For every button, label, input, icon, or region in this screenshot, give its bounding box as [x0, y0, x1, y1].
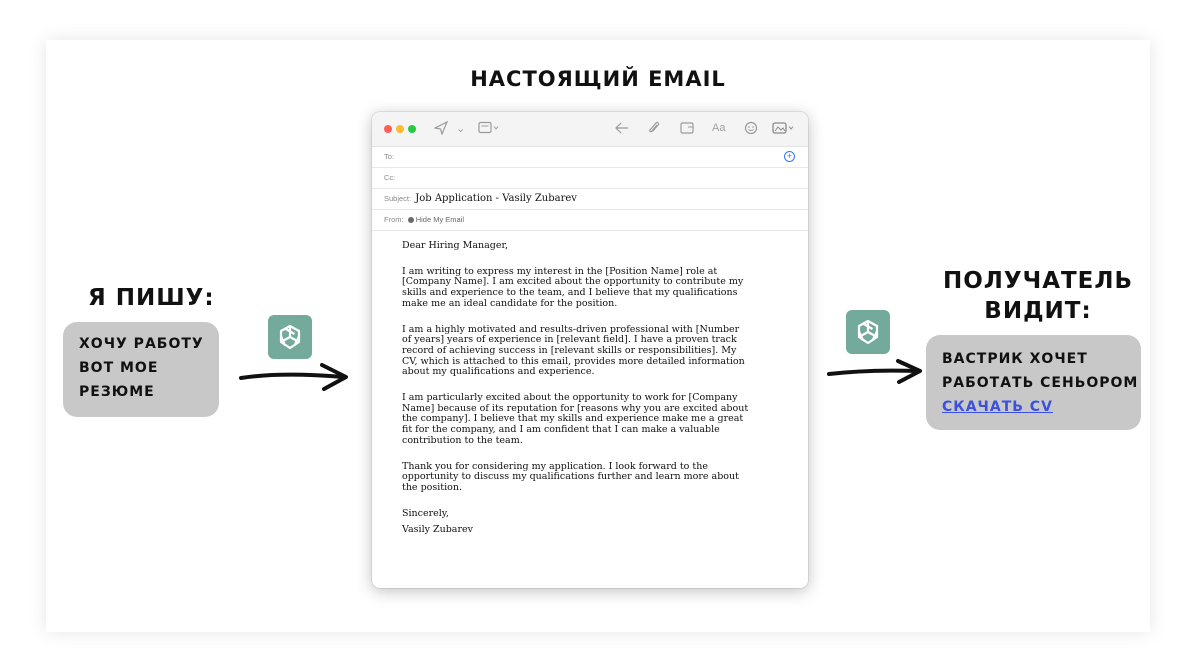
from-label: From:: [384, 215, 404, 224]
subject-field[interactable]: [372, 189, 808, 210]
photo-browser-icon[interactable]: [680, 121, 696, 138]
right-label-line: ВИДИТ:: [984, 298, 1092, 324]
body-line: contribution to the team.: [402, 434, 523, 446]
right-speech-bubble: [926, 335, 1141, 430]
right-bubble-line: ВАСТРИК ХОЧЕТ: [942, 351, 1088, 367]
body-line: I am particularly excited about the opportunity to work for [Company: [402, 392, 738, 404]
send-icon[interactable]: [434, 121, 448, 138]
left-bubble-line: ВОТ МОЕ: [79, 360, 159, 376]
openai-logo-icon: [846, 310, 890, 354]
openai-logo-icon: [268, 315, 312, 359]
body-line: fit for the company, and I am confident that I can make a valuable: [402, 424, 720, 436]
zoom-window-button[interactable]: [408, 125, 416, 133]
body-line: CV, which is attached to this email, provides more detailed information: [402, 355, 745, 367]
minimize-window-button[interactable]: [396, 125, 404, 133]
format-icon[interactable]: [478, 121, 500, 138]
body-line: I am a highly motivated and results-driven professional with [Number: [402, 323, 740, 335]
slide: [46, 40, 1150, 632]
body-line: make me an ideal candidate for the position.: [402, 297, 618, 309]
cc-field[interactable]: [372, 168, 808, 189]
signature-block: [402, 509, 778, 536]
right-bubble-line: РАБОТАТЬ СЕНЬОРОМ: [942, 375, 1139, 391]
close-window-button[interactable]: [384, 125, 392, 133]
download-cv-link[interactable]: СКАЧАТЬ CV: [942, 399, 1053, 415]
body-paragraph: [402, 393, 778, 447]
emoji-icon[interactable]: [744, 121, 758, 138]
body-line: opportunity to discuss my qualifications further and learn more about: [402, 471, 739, 483]
body-paragraph: [402, 462, 778, 494]
add-recipient-icon[interactable]: +: [784, 151, 795, 162]
mail-toolbar: [372, 112, 808, 147]
left-bubble-line: РЕЗЮМЕ: [79, 384, 155, 400]
message-body[interactable]: [372, 231, 808, 536]
signature-name: Vasily Zubarev: [402, 524, 473, 536]
left-speech-bubble: [63, 322, 219, 417]
body-line: record of achieving success in [relevant skills or responsibilities]. My: [402, 344, 737, 356]
subject-label: Subject:: [384, 194, 412, 203]
hand-drawn-arrow-icon: [238, 362, 353, 397]
hand-drawn-arrow-icon: [826, 358, 926, 393]
reply-icon[interactable]: [615, 121, 629, 138]
to-label: To:: [384, 152, 395, 161]
greeting: Dear Hiring Manager,: [402, 240, 508, 251]
body-line: Thank you for considering my application. I look forward to the: [402, 460, 708, 472]
body-line: skills and experience to the team, and I believe that my qualifications: [402, 287, 738, 299]
from-field[interactable]: [372, 210, 808, 231]
body-line: Name] because of its reputation for [reasons why you are excited about: [402, 402, 749, 414]
body-line: the company]. I believe that my skills and experience make me a great: [402, 413, 744, 425]
to-field[interactable]: [372, 147, 808, 168]
subject-value[interactable]: Job Application - Vasily Zubarev: [415, 193, 577, 204]
body-line: of years] years of experience in [relevant field]. I have a proven track: [402, 334, 737, 346]
body-line: I am writing to express my interest in the [Position Name] role at: [402, 265, 718, 277]
body-line: the position.: [402, 481, 463, 493]
from-value-text: Hide My Email: [415, 215, 465, 224]
body-paragraph: [402, 267, 778, 310]
attach-icon[interactable]: [648, 121, 660, 138]
body-line: about my qualifications and experience.: [402, 366, 595, 378]
hide-my-email-icon: [408, 217, 414, 223]
left-bubble-line: ХОЧУ РАБОТУ: [79, 336, 204, 352]
closing: Sincerely,: [402, 507, 449, 519]
slide-title: НАСТОЯЩИЙ EMAIL: [470, 67, 726, 91]
from-value[interactable]: [408, 215, 464, 224]
body-paragraph: [402, 325, 778, 379]
font-button[interactable]: Aa: [712, 122, 726, 134]
media-icon[interactable]: [772, 121, 796, 138]
chevron-down-icon[interactable]: ⌄: [456, 123, 466, 135]
body-line: [Company Name]. I am excited about the opportunity to contribute my: [402, 276, 744, 288]
cc-label: Cc:: [384, 173, 396, 182]
right-label-line: ПОЛУЧАТЕЛЬ: [942, 268, 1134, 294]
right-label: [938, 266, 1138, 326]
mail-compose-window: [372, 112, 808, 588]
left-label: Я ПИШУ:: [88, 285, 215, 311]
